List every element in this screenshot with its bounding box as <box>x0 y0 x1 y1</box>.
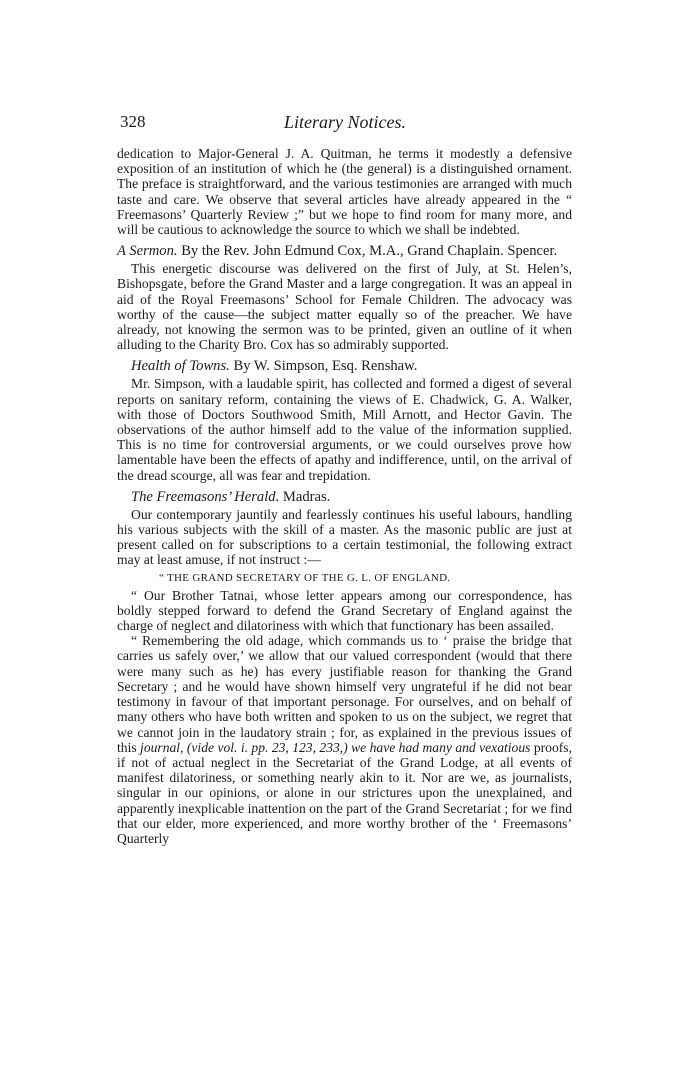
paragraph-herald-intro: Our contemporary jauntily and fearlessly continues his useful labours, handling his various subjects with the skill of a master. As the masonic public are just at present called on for subscriptions to a certain testimonial, the following extract may at least amuse, if not instruct :— <box>117 506 572 568</box>
notice-title-sermon: A Sermon. <box>117 243 178 260</box>
paragraph-sermon-review: This energetic discourse was delivered on the first of July, at St. Helen’s, Bishopsgate, before the Grand Master and a large congregation. It was an appeal in aid of the Royal Freemasons’ School for Female Children. The advocacy was worthy of the cause—the subject matter equally so of the preacher. We have already, not knowing the sermon was to be printed, given an outline of it when alluding to the Charity Bro. Cox has so admirably supported. <box>117 261 572 353</box>
notice-details-health-of-towns: By W. Simpson, Esq. Renshaw. <box>229 358 418 375</box>
paragraph-quitman-dedication: dedication to Major-General J. A. Quitman, he terms it modestly a defensive exposition of an institution of which he (the general) is a distinguished ornament. The preface is straightforward, and the various testimonies are arranged with much taste and care. We observe that several articles have already appeared in the “ Freemasons’ Quarterly Review ;” but we hope to find room for many more, and will be cautious to acknowledge the source to which we shall be indebted. <box>117 146 572 238</box>
running-head <box>120 112 570 134</box>
extract-italic-citation: journal, (vide vol. i. pp. 23, 123, 233,) we have had many and vexatious <box>140 739 531 755</box>
extract-heading: “ THE GRAND SECRETARY OF THE G. L. OF ENGLAND. <box>159 571 451 584</box>
page-number: 328 <box>120 112 146 131</box>
extract-text-part-1: “ Remembering the old adage, which commands us to ‘ praise the bridge that carries us safely over,’ we allow that our valued correspondent (would that there were many such as he) has every justifiable reason for thanking the Grand Secretary ; and he would have shown himself very ungrateful if he did not bear testimony in favour of that important personage. For ourselves, and on behalf of many others who have both written and spoken to us on the subject, we regret that we cannot join in the laudatory strain ; for, as explained in the previous issues of this <box>117 633 572 755</box>
paragraph-extract-remembering <box>117 633 572 846</box>
notice-heading-freemasons-herald <box>117 489 572 505</box>
notice-details-sermon: By the Rev. John Edmund Cox, M.A., Grand Chaplain. Spencer. <box>177 243 558 260</box>
paragraph-extract-tatnai: “ Our Brother Tatnai, whose letter appears among our correspondence, has boldly stepped forward to defend the Grand Secretary of England against the charge of neglect and dilatoriness with which that functionary has been assailed. <box>117 587 572 634</box>
paragraph-health-of-towns-review: Mr. Simpson, with a laudable spirit, has collected and formed a digest of several reports on sanitary reform, containing the views of E. Chadwick, G. A. Walker, with those of Doctors Southwood Smith, Mill Arnott, and Hector Gavin. The observations of the author himself add to the value of the information supplied. This is no time for controversial arguments, or we could ourselves prove how lamentable have been the effects of apathy and indifference, until, on the arrival of the dread scourge, all was fear and trepidation. <box>117 376 572 483</box>
notice-heading-sermon <box>117 243 572 259</box>
notice-title-health-of-towns: Health of Towns. <box>131 358 230 375</box>
page-body <box>117 146 572 846</box>
notice-details-freemasons-herald: Madras. <box>279 488 331 505</box>
extract-text-part-2: proofs, if not of actual neglect in the Secretariat of the Grand Lodge, at all events of manifest dilatoriness, or something nearly akin to it. Nor are we, as journalists, singular in our opinions, or alone in our strictures upon the unexplained, and apparently inexplicable inattention on the part of the Grand Secretariat ; for we find that our elder, more experienced, and more worthy brother of the ‘ Freemasons’ Quarterly <box>117 739 572 846</box>
running-title: Literary Notices. <box>284 112 406 132</box>
notice-heading-health-of-towns <box>117 358 572 374</box>
notice-title-freemasons-herald: The Freemasons’ Herald. <box>131 488 280 505</box>
